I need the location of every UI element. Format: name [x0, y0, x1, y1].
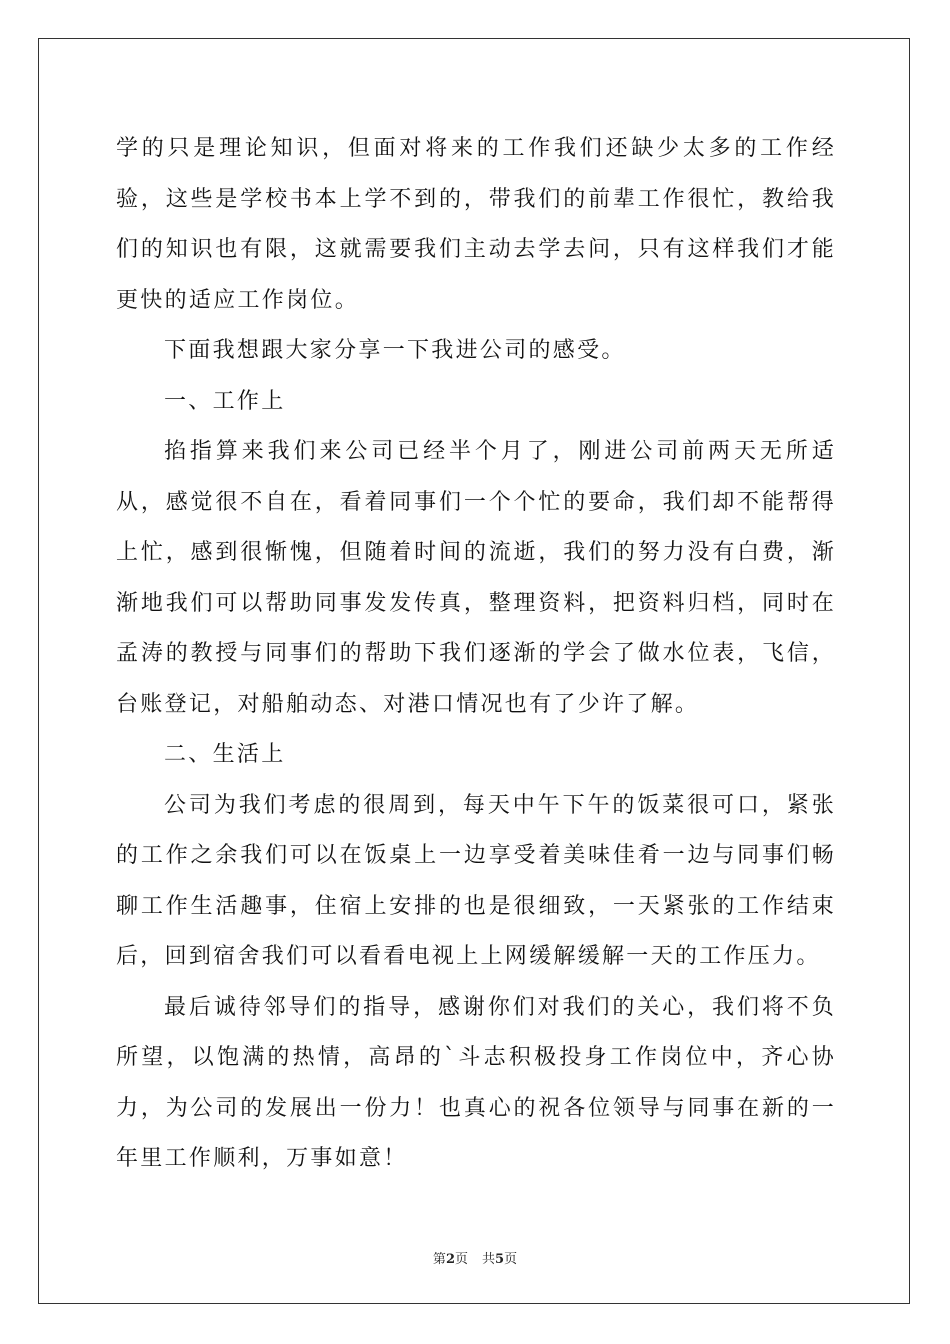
paragraph-work: 掐指算来我们来公司已经半个月了，刚进公司前两天无所适从，感觉很不自在，看着同事们一个个忙的要命，我们却不能帮得上忙，感到很惭愧，但随着时间的流逝，我们的努力没有白费，渐渐地我们可以帮助同事发发传真，整理资料，把资料归档，同时在孟涛的教授与同事们的帮助下我们逐渐的学会了做水位表，飞信，台账登记，对船舶动态、对港口情况也有了少许了解。	[116, 439, 836, 717]
current-page-number: 2	[445, 1252, 455, 1267]
section-heading-work: 一、工作上	[164, 388, 286, 414]
paragraph-intro: 学的只是理论知识，但面对将来的工作我们还缺少太多的工作经验，这些是学校书本上学不到的，带我们的前辈工作很忙，教给我们的知识也有限，这就需要我们主动去学去问，只有这样我们才能更快的适应工作岗位。	[116, 136, 836, 313]
page-footer	[0, 1248, 950, 1267]
total-pages-label: 共5页	[482, 1252, 518, 1267]
page-number-label: 第2页	[432, 1252, 468, 1267]
paragraph-closing: 最后诚待邻导们的指导，感谢你们对我们的关心，我们将不负所望，以饱满的热情，高昂的`斗志积极投身工作岗位中，齐心协力，为公司的发展出一份力！也真心的祝各位领导与同事在新的一年里工作顺利，万事如意！	[116, 994, 836, 1171]
section-heading-life: 二、生活上	[164, 742, 286, 767]
total-page-number: 5	[495, 1252, 505, 1267]
paragraph-sharing: 下面我想跟大家分享一下我进公司的感受。	[164, 338, 626, 363]
document-body	[116, 124, 836, 1185]
paragraph-life: 公司为我们考虑的很周到，每天中午下午的饭菜很可口，紧张的工作之余我们可以在饭桌上一边享受着美味佳肴一边与同事们畅聊工作生活趣事，住宿上安排的也是很细致，一天紧张的工作结束后，回到宿舍我们可以看看电视上上网缓解缓解一天的工作压力。	[116, 792, 836, 969]
